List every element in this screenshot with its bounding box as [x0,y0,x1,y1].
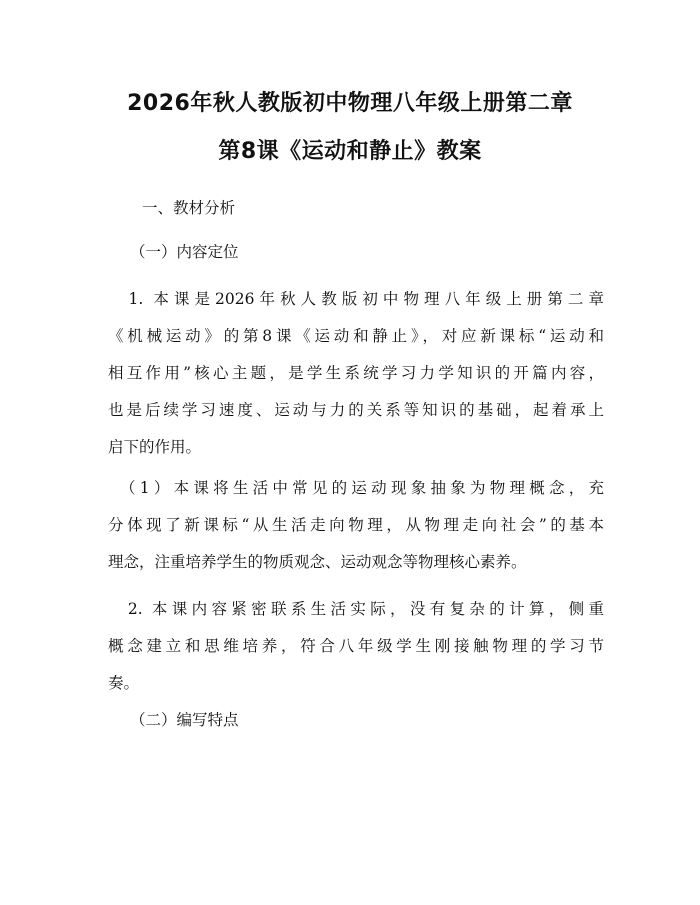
paragraph-2-line: （1）本课将生活中常见的运动现象抽象为物理概念，充 [108,479,604,497]
paragraph-1-line: 启下的作用。 [108,438,202,456]
document-title-line-1: 2026年秋人教版初中物理八年级上册第二章 [127,91,573,116]
paragraph-3-line: 2. 本课内容紧密联系生活实际，没有复杂的计算，侧重 [108,600,604,618]
section-heading-teaching-material-analysis: 一、教材分析 [142,199,236,217]
paragraph-1-line: 《机械运动》的第8课《运动和静止》，对应新课标“运动和 [108,327,604,345]
paragraph-3-line: 概念建立和思维培养，符合八年级学生刚接触物理的学习节 [108,637,604,655]
document-title-line-2: 第8课《运动和静止》教案 [218,139,482,164]
paragraph-3-line: 奏。 [108,674,140,692]
paragraph-1-line: 也是后续学习速度、运动与力的关系等知识的基础，起着承上 [108,401,604,419]
subsection-heading-content-positioning: （一）内容定位 [130,243,239,261]
subsection-heading-writing-features: （二）编写特点 [130,711,239,729]
paragraph-1-line: 相互作用”核心主题，是学生系统学习力学知识的开篇内容， [108,364,604,382]
paragraph-3 [108,591,604,702]
paragraph-1 [108,281,604,466]
paragraph-2-line: 理念，注重培养学生的物质观念、运动观念等物理核心素养。 [108,553,527,571]
paragraph-1-line: 1. 本课是2026年秋人教版初中物理八年级上册第二章 [108,290,604,308]
paragraph-2-line: 分体现了新课标“从生活走向物理，从物理走向社会”的基本 [108,516,604,534]
paragraph-2 [108,470,604,581]
